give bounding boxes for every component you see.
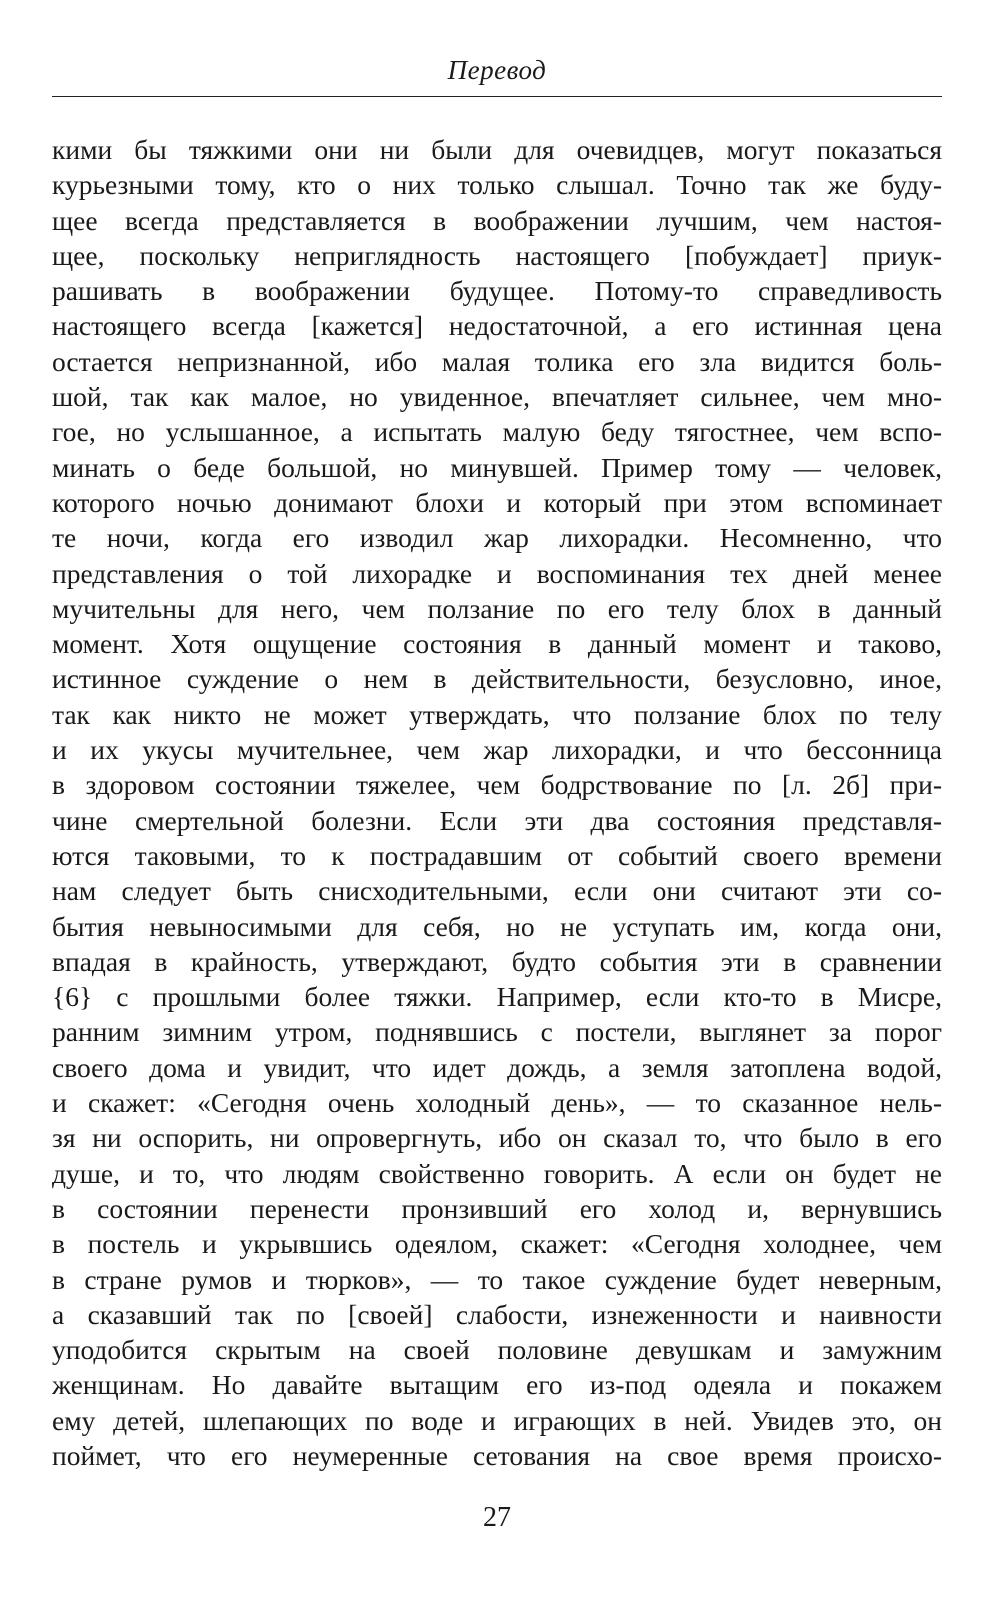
text-line: остается непризнанной, ибо малая толика его зла видится боль- (52, 345, 942, 377)
text-line: и скажет: «Сегодня очень холодный день», — то сказанное нель- (52, 1087, 942, 1119)
text-line: в стране румов и тюрков», — то такое суждение будет неверным, (52, 1263, 942, 1295)
text-line: в состоянии перенести пронзивший его холод и, вернувшись (52, 1192, 942, 1224)
text-line: зя ни оспорить, ни опровергнуть, ибо он сказал то, что было в его (52, 1122, 942, 1154)
header-rule (52, 96, 942, 97)
text-line: своего дома и увидит, что идет дождь, а земля затоплена водой, (52, 1051, 942, 1083)
text-line: женщинам. Но давайте вытащим его из-под одеяла и покажем (52, 1369, 942, 1401)
text-line: которого ночью донимают блохи и который при этом вспоминает (52, 486, 942, 518)
text-line: курьезными тому, кто о них только слышал. Точно так же буду- (52, 169, 942, 201)
text-line: те ночи, когда его изводил жар лихорадки. Несомненно, что (52, 522, 942, 554)
text-line: поймет, что его неумеренные сетования на свое время происхо- (52, 1439, 942, 1471)
text-line: душе, и то, что людям свойственно говорить. А если он будет не (52, 1157, 942, 1189)
page-number: 27 (483, 1502, 511, 1533)
text-line: истинное суждение о нем в действительности, безусловно, иное, (52, 663, 942, 695)
text-line: впадая в крайность, утверждают, будто события эти в сравнении (52, 945, 942, 977)
text-line: бытия невыносимыми для себя, но не уступать им, когда они, (52, 910, 942, 942)
text-line: момент. Хотя ощущение состояния в данный момент и таково, (52, 628, 942, 660)
text-line: в здоровом состоянии тяжелее, чем бодрствование по [л. 2б] при- (52, 769, 942, 801)
text-line: щее, поскольку неприглядность настоящего [побуждает] приук- (52, 239, 942, 271)
text-line: {6} с прошлыми более тяжки. Например, если кто-то в Мисре, (52, 981, 942, 1013)
text-line: гое, но услышанное, а испытать малую беду тягостнее, чем вспо- (52, 416, 942, 448)
text-line: так как никто не может утверждать, что ползание блох по телу (52, 698, 942, 730)
text-line: в постель и укрывшись одеялом, скажет: «Сегодня холоднее, чем (52, 1228, 942, 1260)
text-line: ранним зимним утром, поднявшись с постели, выглянет за порог (52, 1016, 942, 1048)
text-line: уподобится скрытым на своей половине девушкам и замужним (52, 1334, 942, 1366)
running-title: Перевод (447, 55, 547, 85)
text-line: настоящего всегда [кажется] недостаточной, а его истинная цена (52, 310, 942, 342)
text-line: чине смертельной болезни. Если эти два состояния представля- (52, 804, 942, 836)
text-line: представления о той лихорадке и воспоминания тех дней менее (52, 557, 942, 589)
text-line: нам следует быть снисходительными, если они считают эти со- (52, 875, 942, 907)
text-line: ются таковыми, то к пострадавшим от событий своего времени (52, 839, 942, 871)
text-line: и их укусы мучительнее, чем жар лихорадки, и что бессонница (52, 734, 942, 766)
text-line: ему детей, шлепающих по воде и играющих в ней. Увидев это, он (52, 1404, 942, 1436)
text-line: кими бы тяжкими они ни были для очевидцев, могут показаться (52, 134, 942, 165)
body-text (52, 132, 942, 1473)
text-line: а сказавший так по [своей] слабости, изнеженности и наивности (52, 1298, 942, 1330)
text-line: минать о беде большой, но минувшей. Пример тому — человек, (52, 451, 942, 483)
text-line: щее всегда представляется в воображении лучшим, чем настоя- (52, 204, 942, 236)
text-line: шой, так как малое, но увиденное, впечатляет сильнее, чем мно- (52, 381, 942, 413)
text-line: рашивать в воображении будущее. Потому-то справедливость (52, 275, 942, 307)
text-line: мучительны для него, чем ползание по его телу блох в данный (52, 592, 942, 624)
